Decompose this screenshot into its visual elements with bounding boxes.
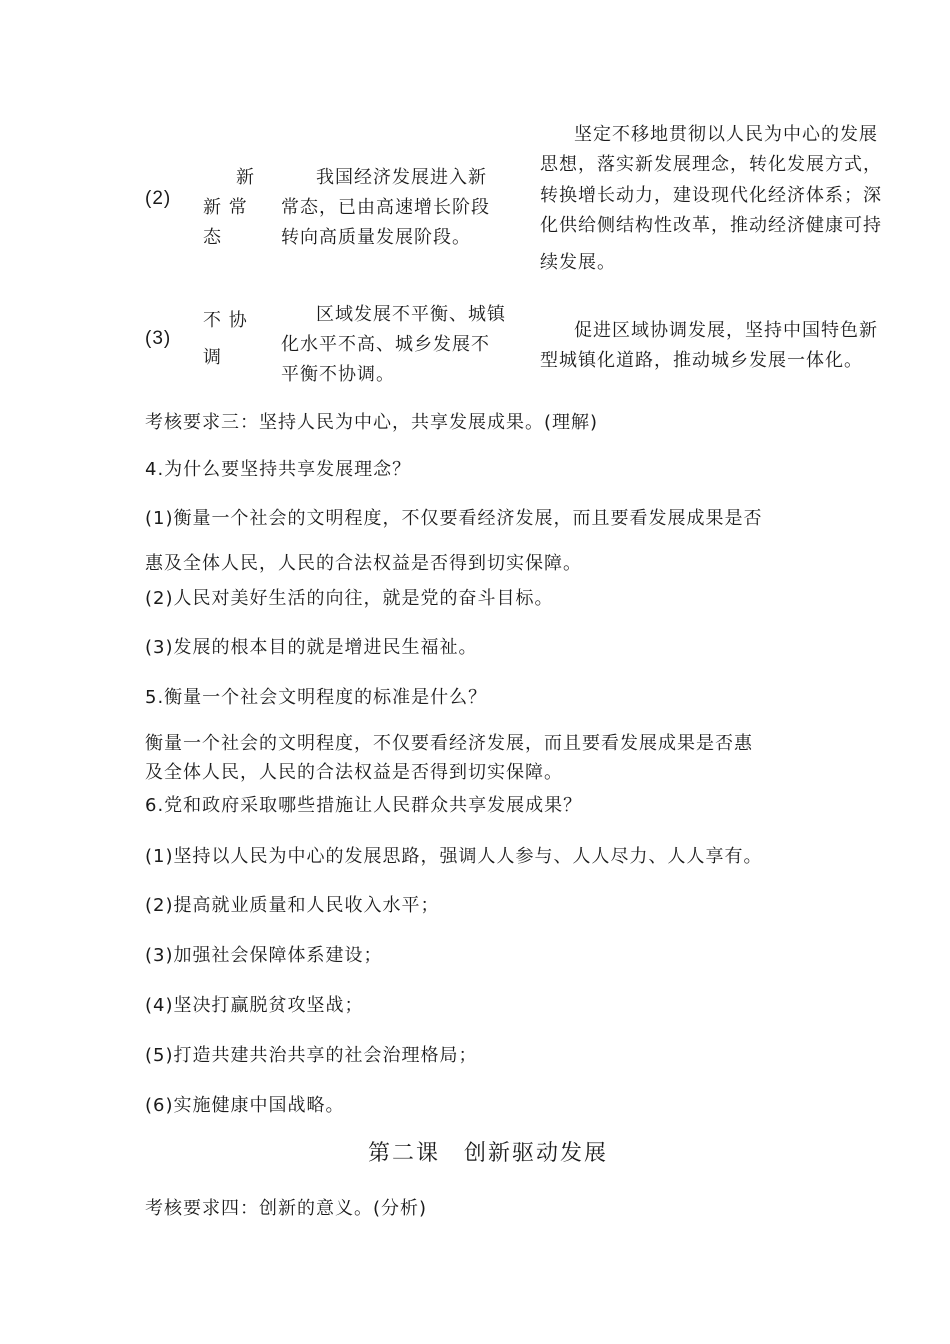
row-name-line: 调: [203, 347, 222, 368]
row-solution-line: 坚定不移地贯彻以人民为中心的发展: [574, 124, 878, 145]
row-solution-line: 续发展。: [540, 252, 616, 273]
row-solution-line: 促进区域协调发展，坚持中国特色新: [574, 320, 878, 341]
q4-answer-1-line-1: (1)衡量一个社会的文明程度，不仅要看经济发展，而且要看发展成果是否: [145, 508, 763, 529]
row-name-line: 不 协: [203, 310, 248, 331]
assessment-requirement-3: 考核要求三：坚持人民为中心，共享发展成果。(理解): [145, 412, 599, 433]
q6-answer: (5)打造共建共治共享的社会治理格局；: [145, 1045, 478, 1066]
row-solution-line: 型城镇化道路，推动城乡发展一体化。: [540, 350, 863, 371]
q4-answer-3: (3)发展的根本目的就是增进民生福祉。: [145, 637, 478, 658]
row-problem-line: 平衡不协调。: [281, 364, 395, 385]
q6-answer: (1)坚持以人民为中心的发展思路，强调人人参与、人人尽力、人人享有。: [145, 846, 763, 867]
question-6: 6.党和政府采取哪些措施让人民群众共享发展成果？: [145, 795, 583, 816]
q6-answer: (6)实施健康中国战略。: [145, 1095, 345, 1116]
row-problem-line: 我国经济发展进入新: [316, 167, 487, 188]
row-number: (2): [145, 188, 172, 209]
row-name-line: 态: [203, 227, 222, 248]
assessment-requirement-4: 考核要求四：创新的意义。(分析): [145, 1198, 428, 1219]
question-5: 5.衡量一个社会文明程度的标准是什么？: [145, 687, 488, 708]
row-solution-line: 转换增长动力，建设现代化经济体系；深: [540, 185, 882, 206]
row-number: (3): [145, 328, 172, 349]
q4-answer-2: (2)人民对美好生活的向往，就是党的奋斗目标。: [145, 588, 554, 609]
row-solution-line: 化供给侧结构性改革，推动经济健康可持: [540, 215, 882, 236]
q6-answer: (2)提高就业质量和人民收入水平；: [145, 895, 440, 916]
row-problem-line: 区域发展不平衡、城镇: [316, 304, 506, 325]
q6-answer: (3)加强社会保障体系建设；: [145, 945, 383, 966]
q5-answer-line-2: 及全体人民，人民的合法权益是否得到切实保障。: [145, 762, 563, 783]
lesson-title: 第二课 创新驱动发展: [368, 1141, 609, 1166]
row-problem-line: 转向高质量发展阶段。: [281, 227, 471, 248]
row-problem-line: 化水平不高、城乡发展不: [281, 334, 490, 355]
q6-answer: (4)坚决打赢脱贫攻坚战；: [145, 995, 364, 1016]
q4-answer-1-line-2: 惠及全体人民，人民的合法权益是否得到切实保障。: [145, 553, 582, 574]
q5-answer-line-1: 衡量一个社会的文明程度，不仅要看经济发展，而且要看发展成果是否惠: [145, 733, 753, 754]
row-name-line: 新 常: [203, 197, 248, 218]
question-4: 4.为什么要坚持共享发展理念？: [145, 459, 412, 480]
row-name-line: 新: [236, 167, 255, 188]
row-solution-line: 思想，落实新发展理念，转化发展方式，: [540, 154, 882, 175]
row-problem-line: 常态，已由高速增长阶段: [281, 197, 490, 218]
